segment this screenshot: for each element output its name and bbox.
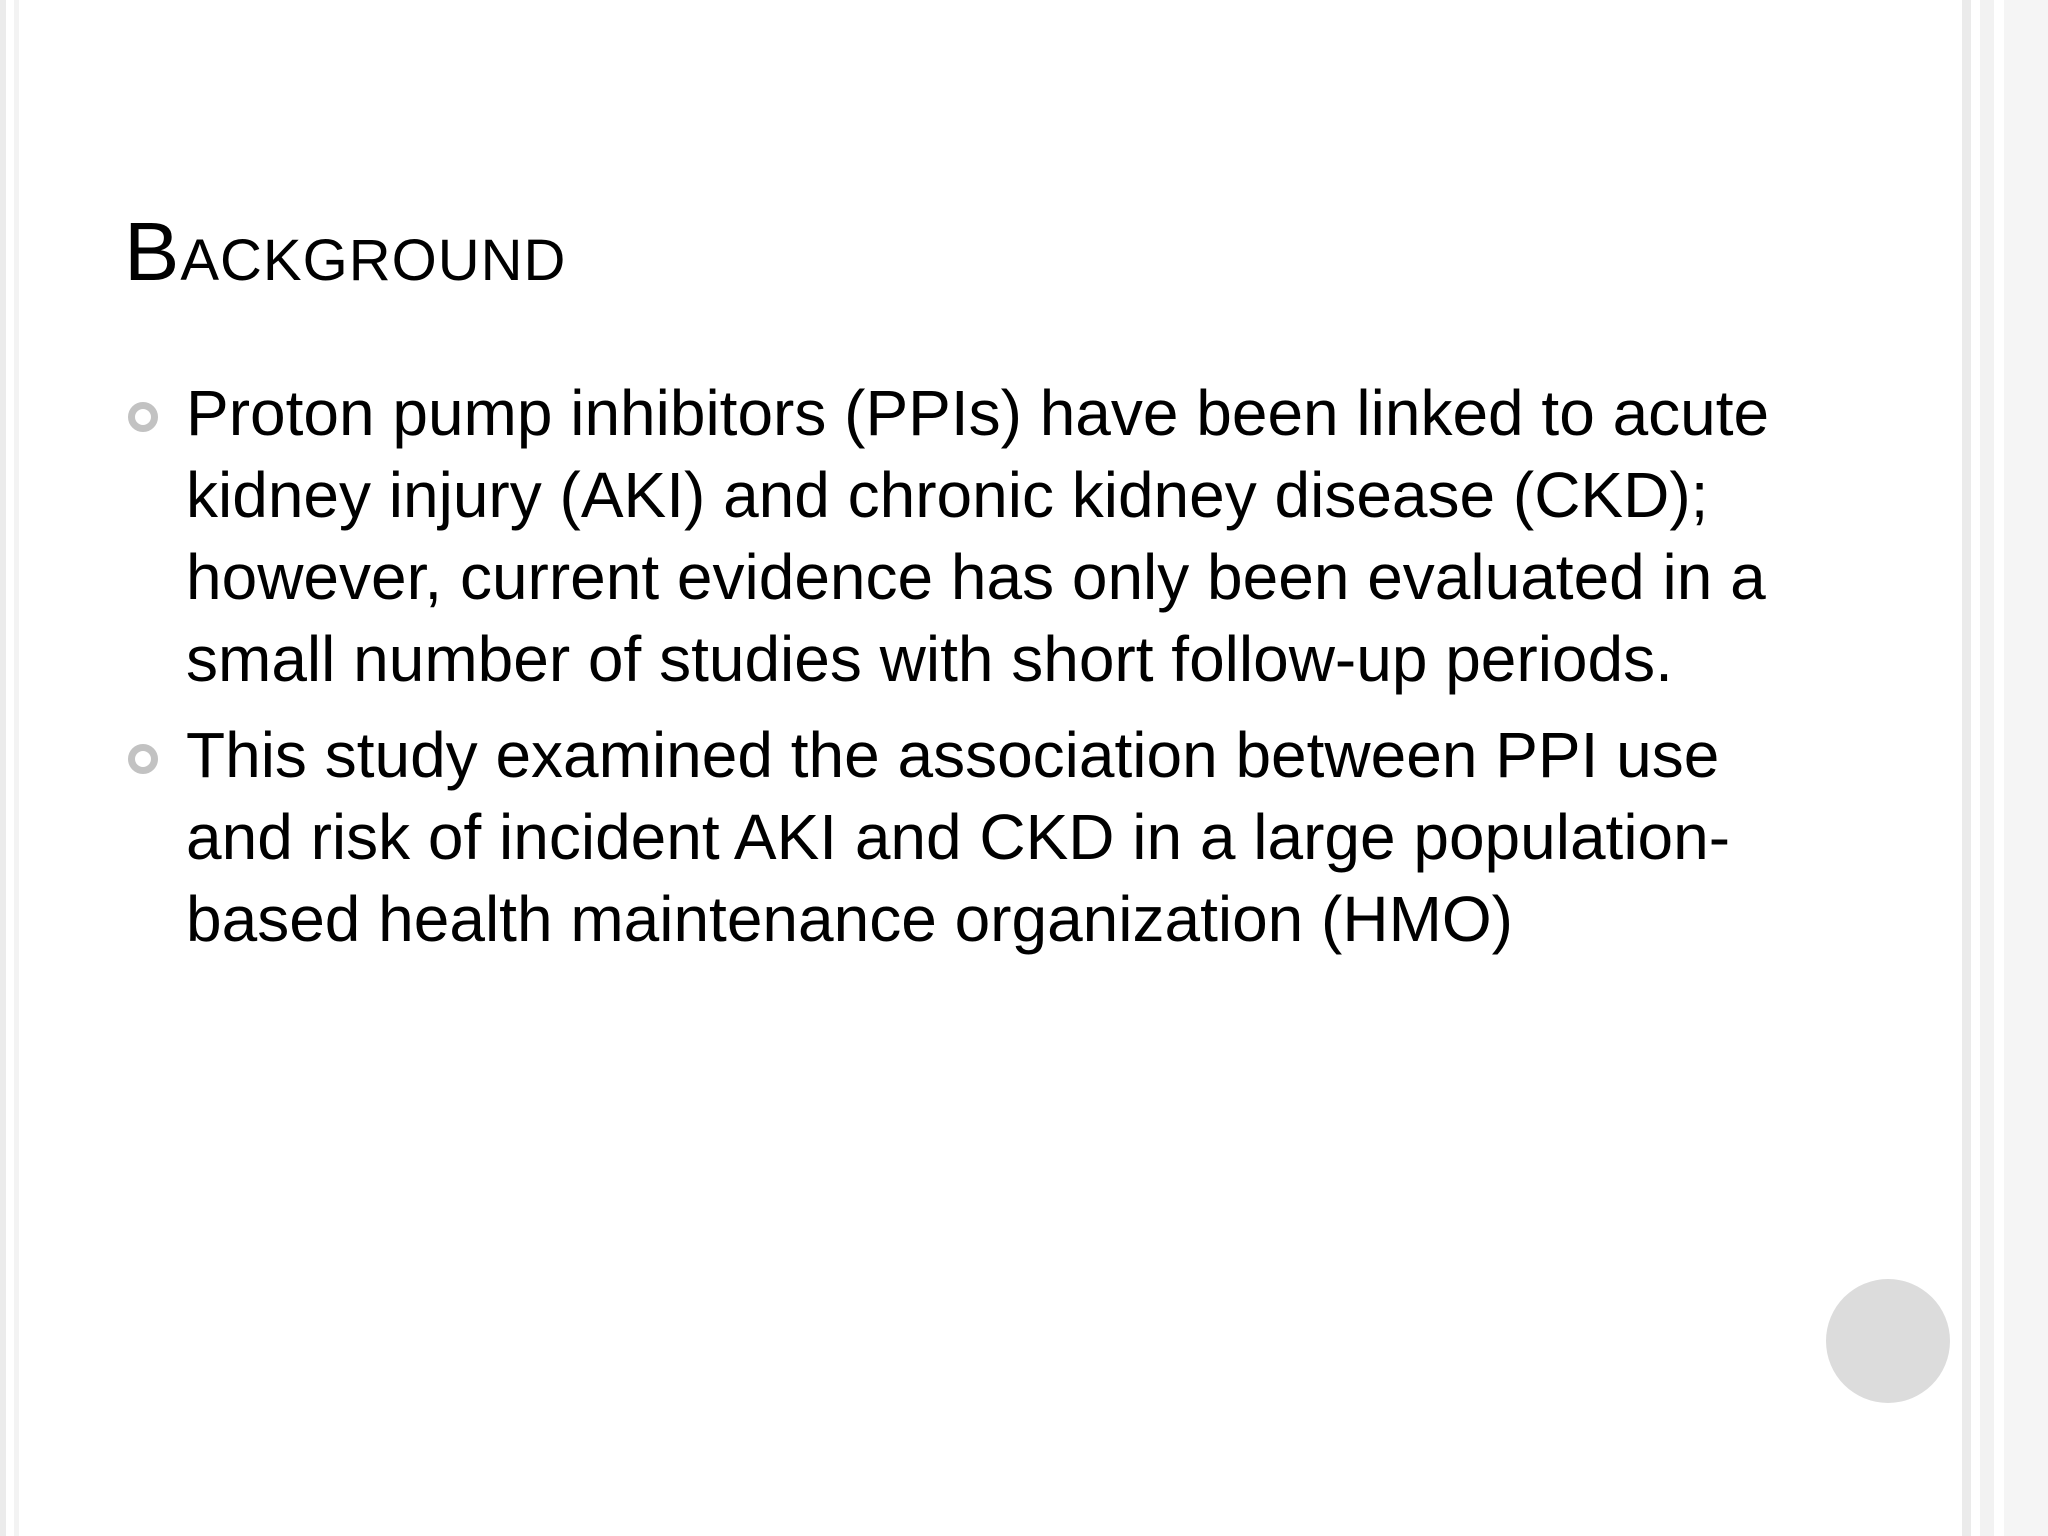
left-border-inner (14, 0, 19, 1536)
bullet-list (124, 372, 1824, 974)
bullet-text: Proton pump inhibitors (PPIs) have been linked to acute kidney injury (AKI) and chronic kidney disease (CKD); however, current evidence has only been evaluated in a small number of studies with short follow-up periods. (186, 377, 1770, 695)
right-border-c (2004, 0, 2048, 1536)
slide-title: Background (124, 205, 567, 298)
ring-bullet-icon (128, 402, 158, 432)
ring-bullet-icon (128, 744, 158, 774)
left-border-outer (0, 0, 6, 1536)
bullet-text: This study examined the association between PPI use and risk of incident AKI and CKD in a large population-based health maintenance organization (HMO) (186, 719, 1731, 955)
bullet-item (124, 714, 1824, 960)
right-border-b (1980, 0, 1994, 1536)
right-border-a (1962, 0, 1971, 1536)
circle-nav-icon[interactable] (1826, 1279, 1950, 1403)
bullet-item (124, 372, 1824, 700)
